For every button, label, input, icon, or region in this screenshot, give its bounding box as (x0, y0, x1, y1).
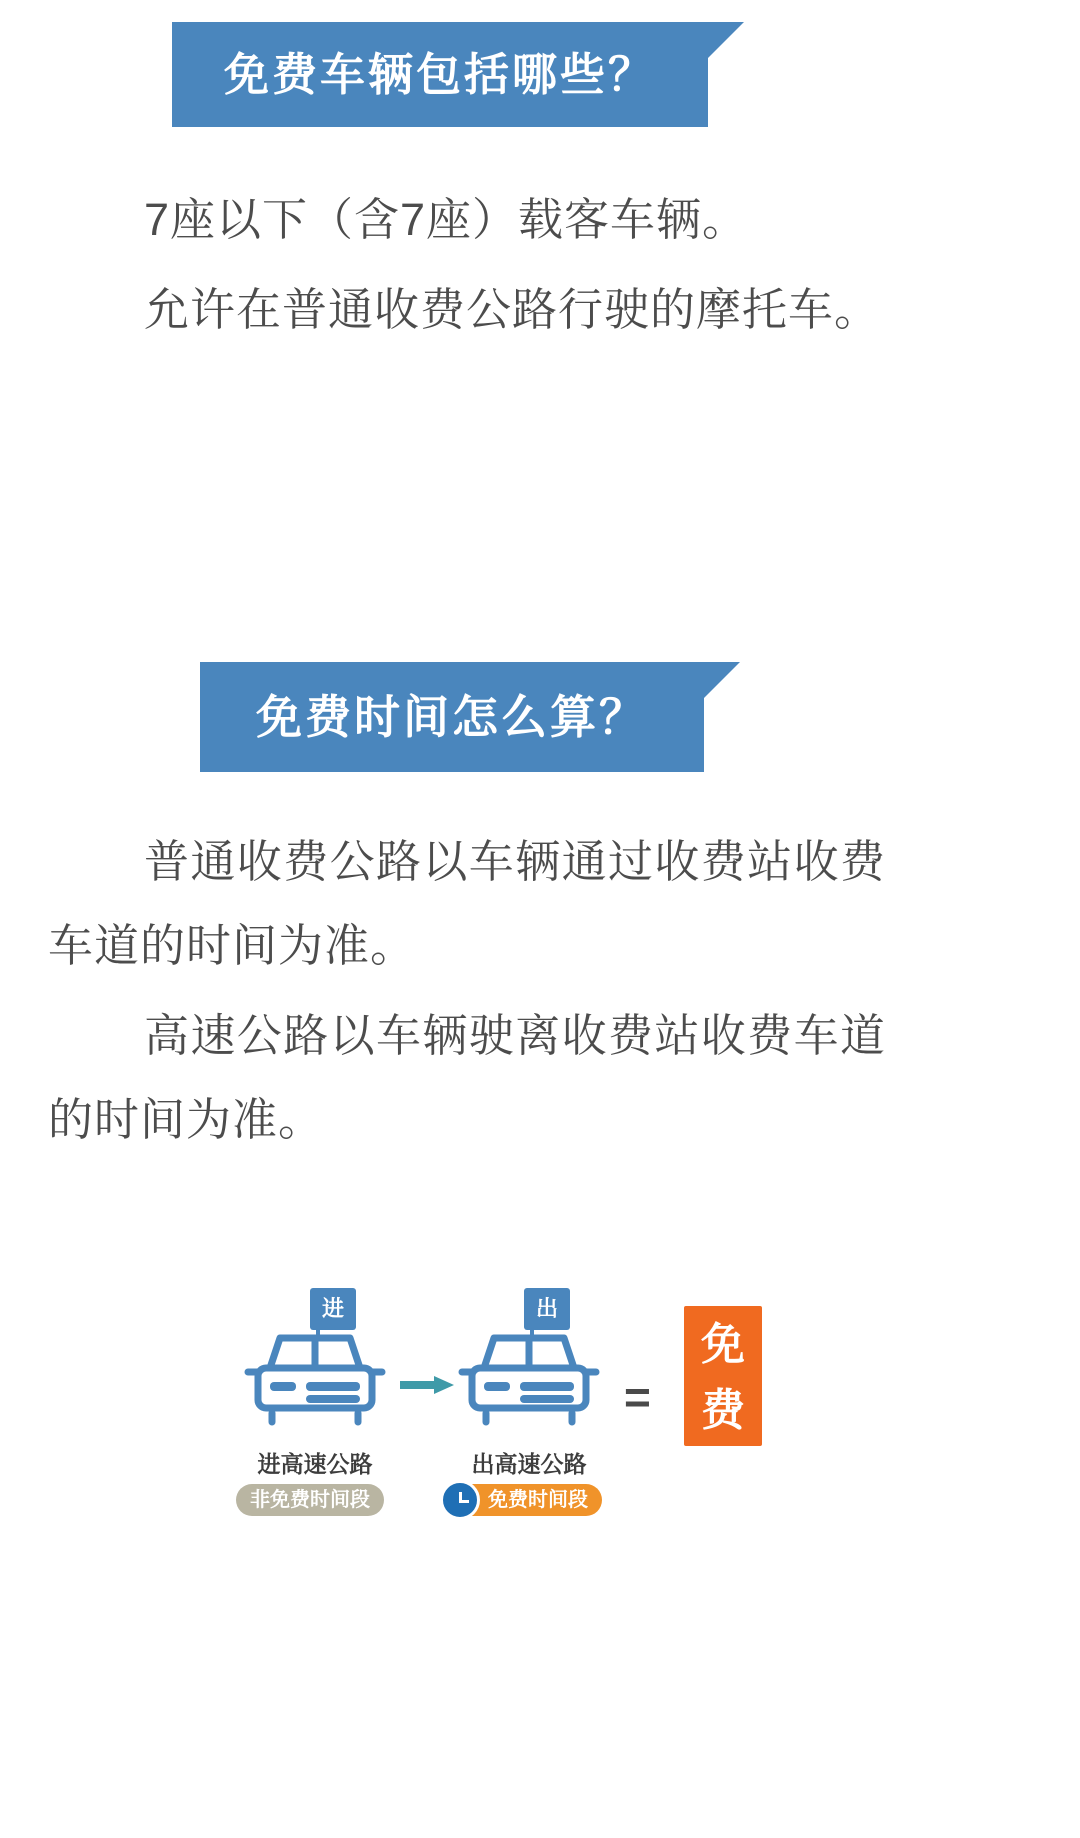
section-2-banner (200, 662, 704, 772)
arrow-shaft (400, 1381, 438, 1389)
toll-illustration (232, 1288, 852, 1518)
section-1-paragraph-1: 7座以下（含7座）载客车辆。 (144, 194, 749, 245)
banner-fold-decoration (708, 22, 744, 58)
section-1-banner-label: 免费车辆包括哪些？ (224, 49, 657, 100)
section-1-body (48, 178, 886, 358)
arrow-head (434, 1376, 454, 1394)
section-1-paragraph-2: 允许在普通收费公路行驶的摩托车。 (144, 284, 881, 335)
caption-entering: 进高速公路 (257, 1451, 373, 1477)
car-exiting-tag: 出 (524, 1288, 570, 1330)
section-2-paragraph-1: 普通收费公路以车辆通过收费站收费车道的时间为准。 (48, 836, 886, 971)
pill-free-period: 免费时间段 (446, 1484, 602, 1516)
section-2-banner-wrapper (200, 662, 704, 772)
free-result-badge: 免费 (684, 1306, 762, 1446)
section-2-paragraph-2: 高速公路以车辆驶离收费站收费车道的时间为准。 (48, 1010, 886, 1145)
section-2-banner-label: 免费时间怎么算？ (256, 691, 648, 743)
section-2-body (48, 820, 886, 1168)
car-entering-tag: 进 (310, 1288, 356, 1330)
section-1-banner (172, 22, 708, 127)
pill-non-free-period: 非免费时间段 (236, 1484, 384, 1516)
section-1-banner-wrapper (172, 22, 708, 127)
clock-minute-hand (459, 1500, 469, 1503)
equals-sign: = (624, 1371, 651, 1423)
banner-fold-decoration (704, 662, 740, 698)
clock-icon (440, 1480, 480, 1520)
flow-arrow-icon (400, 1376, 456, 1394)
caption-exiting: 出高速公路 (471, 1451, 587, 1477)
